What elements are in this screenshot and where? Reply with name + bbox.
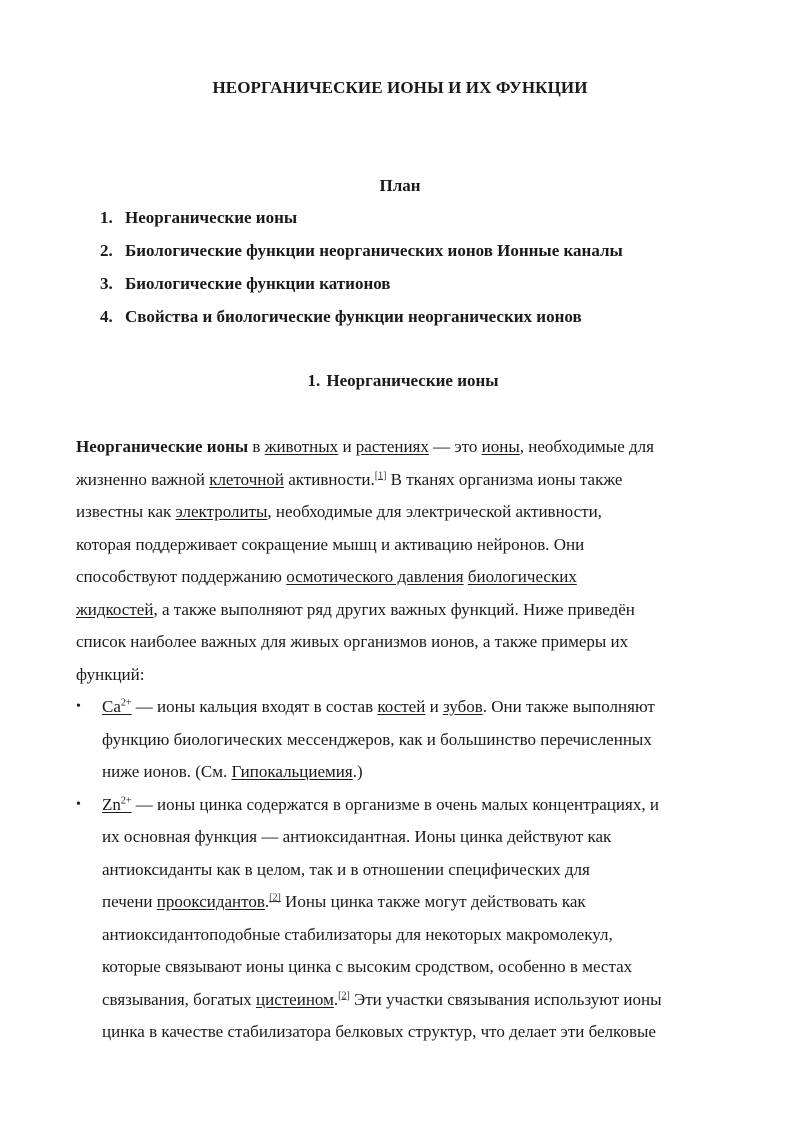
link-zhivotnyh[interactable]: животных bbox=[264, 437, 339, 456]
link-ca-ion[interactable] bbox=[102, 697, 132, 716]
link-iony[interactable]: ионы bbox=[481, 437, 520, 456]
ion-symbol: Zn bbox=[102, 794, 121, 814]
intro-paragraph bbox=[76, 431, 726, 691]
link-gipokalciemiya[interactable]: Гипокальциемия bbox=[231, 762, 353, 781]
text-line bbox=[102, 886, 726, 919]
text-run: — это bbox=[428, 437, 482, 456]
text-line bbox=[76, 464, 726, 497]
plan-item-number: 2. bbox=[100, 241, 113, 260]
list-item-calcium bbox=[76, 691, 726, 789]
text-run: связывания, богатых bbox=[102, 989, 256, 1009]
text-line: антиоксиданты как в целом, так и в отношении специфических для bbox=[102, 859, 590, 879]
link-zhidkostey[interactable]: жидкостей bbox=[76, 599, 154, 619]
footnote-ref-1[interactable]: [1] bbox=[374, 469, 387, 481]
term-bold: Неорганические ионы bbox=[76, 437, 249, 456]
text-run: Ионы цинка также могут действовать как bbox=[280, 892, 586, 911]
footnote-ref-2[interactable]: [2] bbox=[269, 892, 281, 904]
text-run: известны как bbox=[76, 502, 176, 521]
link-biologicheskih-zhidkostey[interactable]: биологических bbox=[467, 567, 577, 586]
text-run: — ионы кальция входят в состав bbox=[131, 697, 378, 716]
ion-charge: 2+ bbox=[120, 697, 132, 709]
text-run: . bbox=[333, 989, 339, 1009]
document-title: НЕОРГАНИЧЕСКИЕ ИОНЫ И ИХ ФУНКЦИИ bbox=[212, 78, 588, 97]
bullet-icon: • bbox=[76, 699, 81, 714]
plan-item-number: 3. bbox=[100, 274, 113, 293]
bullet-icon: • bbox=[76, 796, 81, 812]
text-line: функций: bbox=[76, 664, 145, 684]
link-zubov[interactable]: зубов bbox=[442, 697, 483, 716]
text-line bbox=[76, 431, 726, 464]
plan-item-number: 4. bbox=[100, 307, 113, 326]
plan-item-text: Свойства и биологические функции неорганических ионов bbox=[125, 307, 582, 326]
list-item-zinc bbox=[76, 789, 726, 1049]
text-run: . Они также выполняют bbox=[482, 697, 655, 716]
section-heading bbox=[0, 369, 800, 393]
text-run: в bbox=[248, 437, 265, 456]
plan-item bbox=[100, 239, 623, 263]
link-elektrolity[interactable]: электролиты bbox=[175, 502, 268, 521]
ion-bullet-list bbox=[76, 691, 726, 1049]
text-run: и bbox=[425, 697, 443, 716]
text-run: активности. bbox=[284, 469, 375, 489]
text-run: и bbox=[338, 437, 356, 456]
text-line: которая поддерживает сокращение мышц и активацию нейронов. Они bbox=[76, 534, 585, 554]
link-cisteinom[interactable]: цистеином bbox=[256, 989, 334, 1009]
ion-charge: 2+ bbox=[120, 794, 132, 806]
text-line bbox=[76, 561, 726, 594]
text-line: которые связывают ионы цинка с высоким сродством, особенно в местах bbox=[102, 957, 633, 976]
plan-item bbox=[100, 272, 623, 296]
text-line: антиоксидантоподобные стабилизаторы для некоторых макромолекул, bbox=[102, 924, 613, 944]
text-run: — ионы цинка содержатся в организме в очень малых концентрациях, и bbox=[131, 794, 659, 814]
footnote-ref-2[interactable]: [2] bbox=[338, 989, 350, 1001]
text-run: способствуют поддержанию bbox=[76, 567, 287, 586]
text-line bbox=[102, 984, 726, 1017]
plan-item-number: 1. bbox=[100, 208, 113, 227]
text-run: Эти участки связывания используют ионы bbox=[349, 989, 662, 1009]
ion-symbol: Ca bbox=[102, 697, 121, 716]
text-run: , а также выполняют ряд других важных функций. Ниже приведён bbox=[153, 599, 635, 619]
section-number: 1. bbox=[307, 371, 321, 390]
link-prooksidantov[interactable]: прооксидантов bbox=[156, 892, 265, 911]
text-line bbox=[76, 594, 726, 627]
text-line bbox=[102, 756, 726, 789]
text-line: их основная функция — антиоксидантная. Ионы цинка действуют как bbox=[102, 827, 612, 846]
text-line: список наиболее важных для живых организмов ионов, а также примеры их bbox=[76, 632, 629, 651]
text-line bbox=[102, 691, 726, 724]
text-run: . bbox=[264, 892, 270, 911]
text-line: цинка в качестве стабилизатора белковых структур, что делает эти белковые bbox=[102, 1022, 656, 1041]
plan-item-text: Неорганические ионы bbox=[125, 208, 298, 227]
plan-heading: План bbox=[379, 176, 421, 195]
plan-item-text: Биологические функции неорганических ионов Ионные каналы bbox=[125, 241, 623, 260]
text-run: печени bbox=[102, 892, 157, 911]
link-rasteniyah[interactable]: растениях bbox=[355, 437, 429, 456]
body-text bbox=[76, 431, 726, 1049]
text-run: ниже ионов. (См. bbox=[102, 762, 232, 781]
link-osmoticheskogo-davleniya[interactable]: осмотического давления bbox=[286, 567, 464, 586]
text-run: , необходимые для bbox=[519, 437, 654, 456]
plan-list bbox=[100, 206, 623, 338]
plan-item-text: Биологические функции катионов bbox=[125, 274, 391, 293]
text-run: , необходимые для электрической активности, bbox=[267, 502, 602, 521]
link-kostey[interactable]: костей bbox=[377, 697, 426, 716]
plan-item bbox=[100, 305, 623, 329]
text-run: жизненно важной bbox=[76, 469, 210, 489]
link-kletochnoy[interactable]: клеточной bbox=[209, 469, 284, 489]
link-zn-ion[interactable] bbox=[102, 795, 132, 814]
text-run: В тканях организма ионы также bbox=[386, 469, 623, 489]
section-title: Неорганические ионы bbox=[326, 371, 499, 390]
text-run: .) bbox=[352, 762, 363, 781]
text-line bbox=[102, 789, 726, 822]
plan-item bbox=[100, 206, 623, 230]
text-line bbox=[76, 496, 726, 529]
text-line: функцию биологических мессенджеров, как и большинство перечисленных bbox=[102, 729, 652, 749]
